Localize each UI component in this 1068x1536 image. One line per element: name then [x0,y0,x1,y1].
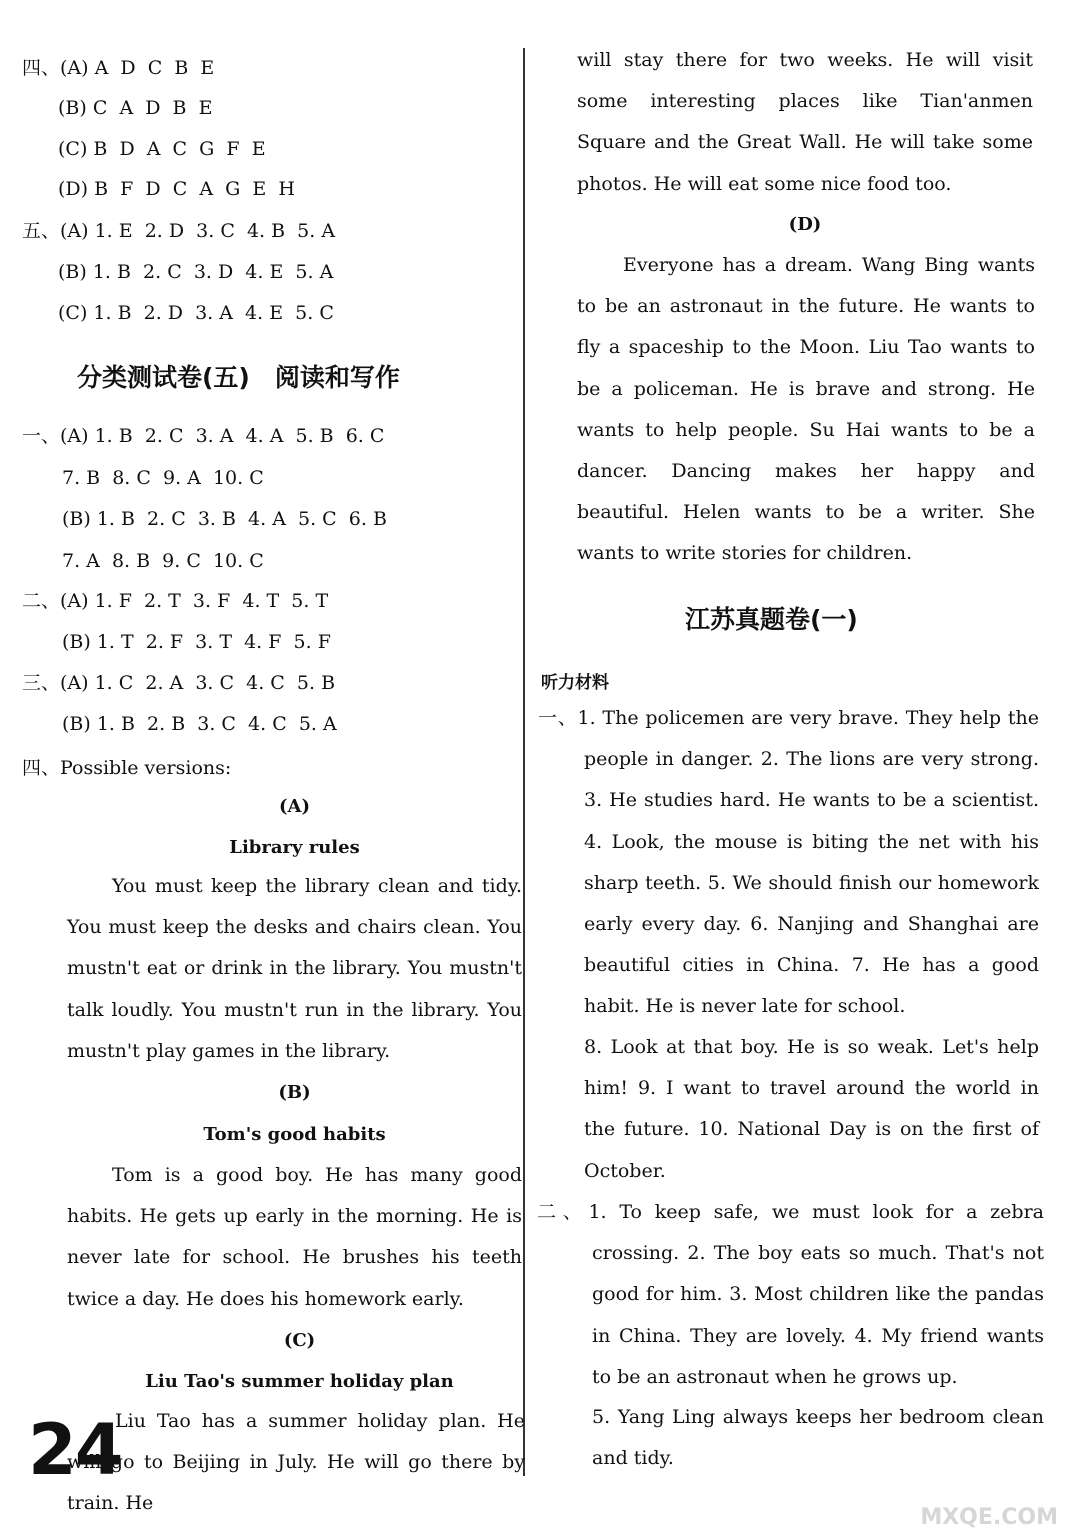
listening-part-2: 二、1. To keep safe, we must look for a zebra crossing. 2. The boy eats so much. That's not good for him. 3. Most children like the pandas in China. They are lovely. 4. My friend wants to be an astronaut when he grows up. [537,1201,1044,1388]
essay-title-c: Liu Tao's summer holiday plan [145,1371,454,1392]
answer-row: (C) B D A C G F E [58,138,266,160]
watermark-logo: MXQE.COM [920,1505,1058,1530]
listening-part-1-cont: 8. Look at that boy. He is so weak. Let's help him! 9. I want to travel around the world in the future. 10. National Day is on the first of October. [584,1036,1039,1182]
answer-row: (B) C A D B E [58,97,213,119]
version-label-b: (B) [278,1082,311,1103]
essay-b: Tom is a good boy. He has many good habits. He gets up early in the morning. He is never late for school. He brushes his teeth twice a day. He does his homework early. [67,1164,522,1310]
answer-row: 二、(A) 1. F 2. T 3. F 4. T 5. T [22,590,329,612]
answer-row: 一、(A) 1. B 2. C 3. A 4. A 5. B 6. C [22,425,385,447]
version-label-c: (C) [283,1330,316,1351]
section-title: 分类测试卷(五) 阅读和写作 [77,363,400,392]
listening-part-2-cont: 5. Yang Ling always keeps her bedroom clean and tidy. [592,1406,1044,1470]
answer-row: 四、(A) A D C B E [22,57,215,79]
essay-title-b: Tom's good habits [203,1124,386,1145]
version-label-d: (D) [788,214,822,235]
essay-a: You must keep the library clean and tidy. You must keep the desks and chairs clean. You mustn't eat or drink in the library. You mustn't talk loudly. You mustn't run in the library. You mustn't play games in the library. [67,875,522,1062]
section-title-jiangsu: 江苏真题卷(一) [685,605,858,634]
essay-title-a: Library rules [229,837,360,858]
essay-d: Everyone has a dream. Wang Bing wants to be an astronaut in the future. He wants to fly a spaceship to the Moon. Liu Tao wants to be a policeman. He is brave and strong. He wants to help people. Su Hai wants to be a dancer. Dancing makes her happy and beautiful. Helen wants to be a writer. She wants to write stories for children. [577,254,1035,565]
answer-row: 7. A 8. B 9. C 10. C [62,550,264,572]
page-number: 24 [28,1409,122,1491]
answer-row: 四、Possible versions: [22,757,232,779]
essay-c: Liu Tao has a summer holiday plan. He will go to Beijing in July. He will go there by train. He [67,1410,525,1515]
column-divider [523,48,525,1476]
listening-part-1: 一、1. The policemen are very brave. They help the people in danger. 2. The lions are very strong. 3. He studies hard. He wants to be a scientist. 4. Look, the mouse is biting the net with his sharp teeth. 5. We should finish our homework early every day. 6. Nanjing and Shanghai are beautiful cities in China. 7. He has a good habit. He is never late for school. [538,707,1039,1018]
answer-row: (B) 1. T 2. F 3. T 4. F 5. F [62,631,331,653]
answer-row: (B) 1. B 2. B 3. C 4. C 5. A [62,713,337,735]
answer-row: 五、(A) 1. E 2. D 3. C 4. B 5. A [22,220,336,242]
listening-label: 听力材料 [541,673,609,693]
answer-row: 三、(A) 1. C 2. A 3. C 4. C 5. B [22,672,336,694]
answer-row: (C) 1. B 2. D 3. A 4. E 5. C [58,302,334,324]
answer-row: (B) 1. B 2. C 3. D 4. E 5. A [58,261,334,283]
answer-row: (D) B F D C A G E H [58,178,295,200]
essay-c-continued: will stay there for two weeks. He will visit some interesting places like Tian'anmen Square and the Great Wall. He will take some photos. He will eat some nice food too. [577,49,1033,195]
answer-row: 7. B 8. C 9. A 10. C [62,467,264,489]
answer-row: (B) 1. B 2. C 3. B 4. A 5. C 6. B [62,508,387,530]
version-label-a: (A) [279,796,310,817]
